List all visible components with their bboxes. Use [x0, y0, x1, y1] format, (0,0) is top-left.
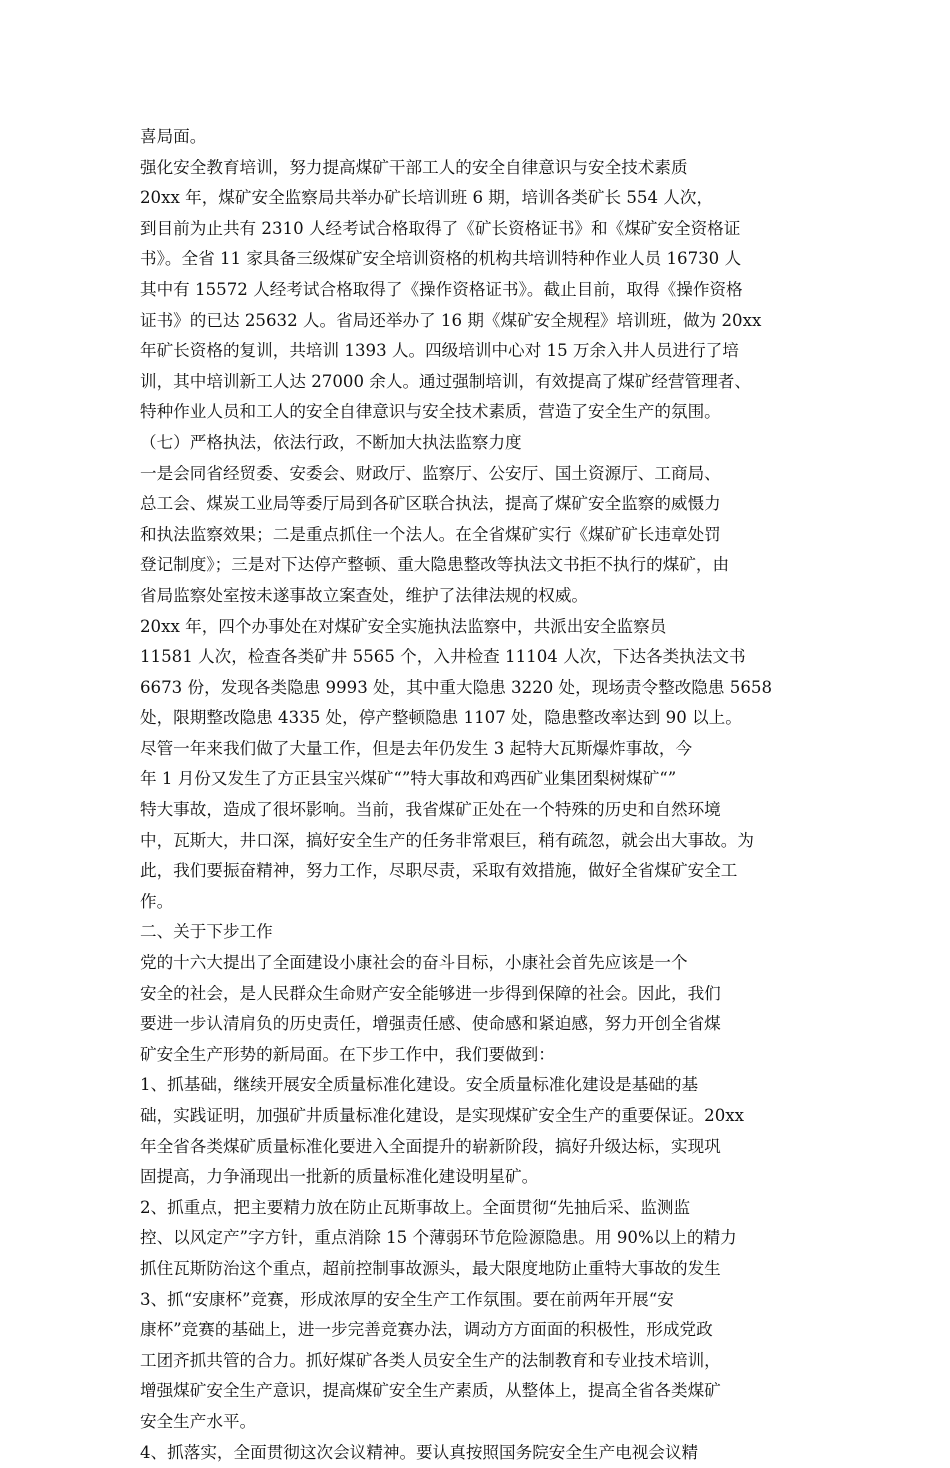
document-body [140, 122, 810, 1468]
paragraph-4: （七）严格执法，依法行政，不断加大执法监察力度 [140, 432, 522, 452]
paragraph-3: 20xx 年，煤矿安全监察局共举办矿长培训班 6 期，培训各类矿长 554 人次， 到目前为止共有 2310 人经考试合格取得了《矿长资格证书》和《煤矿安全资格证 书》。全省 11 家具备三级煤矿安全培训资格的机构共培训特种作业人员 16730 人 其中有 15572 人经考试合格取得了《操作资格证书》。截止目前，取得《操作资格 证书》的已达 25632 人。省局还举办了 16 期《煤矿安全规程》培训班，做为 20xx 年矿长资格的复训，共培训 1393 人。四级培训中心对 15 万余入井人员进行了培 训，其中培训新工人达 27000 余人。通过强制培训，有效提高了煤矿经营管理者、 特种作业人员和工人的安全自律意识与安全技术素质，营造了安全生产的氛围。 [140, 188, 762, 422]
paragraph-5: 一是会同省经贸委、安委会、财政厅、监察厅、公安厅、国土资源厅、工商局、 总工会、煤炭工业局等委厅局到各矿区联合执法，提高了煤矿安全监察的威慑力 和执法监察效果；二是重点抓住一个法人。在全省煤矿实行《煤矿矿长违章处罚 登记制度》；三是对下达停产整顿、重大隐患整改等执法文书拒不执行的煤矿，由 省局监察处室按未遂事故立案查处，维护了法律法规的权威。 [140, 463, 730, 605]
paragraph-9: 党的十六大提出了全面建设小康社会的奋斗目标，小康社会首先应该是一个 安全的社会，是人民群众生命财产安全能够进一步得到保障的社会。因此，我们 要进一步认清肩负的历史责任，增强责任感、使命感和紧迫感，努力开创全省煤 矿安全生产形势的新局面。在下步工作中，我们要做到： [140, 953, 721, 1064]
paragraph-10: 1、抓基础，继续开展安全质量标准化建设。安全质量标准化建设是基础的基 础，实践证明，加强矿井质量标准化建设，是实现煤矿安全生产的重要保证。20xx 年全省各类煤矿质量标准化要进入全面提升的崭新阶段，搞好升级达标，实现巩 固提高，力争涌现出一批新的质量标准化建设明星矿。 [140, 1075, 745, 1187]
paragraph-7: 尽管一年来我们做了大量工作，但是去年仍发生 3 起特大瓦斯爆炸事故，今 年 1 月份又发生了方正县宝兴煤矿“”特大事故和鸡西矿业集团梨树煤矿“” 特大事故，造成了很坏影响。当前，我省煤矿正处在一个特殊的历史和自然环境 中，瓦斯大，井口深，搞好安全生产的任务非常艰巨，稍有疏忽，就会出大事故。为 此，我们要振奋精神，努力工作，尽职尽责，采取有效措施，做好全省煤矿安全工 作。 [140, 738, 754, 911]
section-heading: 二、关于下步工作 [140, 922, 273, 942]
paragraph-13: 4、抓落实，全面贯彻这次会议精神。要认真按照国务院安全生产电视会议精 [140, 1442, 699, 1462]
paragraph-1: 喜局面。 [140, 127, 207, 146]
paragraph-6: 20xx 年，四个办事处在对煤矿安全实施执法监察中，共派出安全监察员 11581 人次，检查各类矿井 5565 个，入井检查 11104 人次，下达各类执法文书 6673 份，发现各类隐患 9993 处，其中重大隐患 3220 处，现场责令整改隐患 5658 处，限期整改隐患 4335 处，停产整顿隐患 1107 处，隐患整改率达到 90 以上。 [140, 616, 773, 728]
paragraph-2: 强化安全教育培训，努力提高煤矿干部工人的安全自律意识与安全技术素质 [140, 157, 688, 177]
paragraph-11: 2、抓重点，把主要精力放在防止瓦斯事故上。全面贯彻“先抽后采、监测监 控、以风定产”字方针，重点消除 15 个薄弱环节危险源隐患。用 90%以上的精力 抓住瓦斯防治这个重点，超前控制事故源头，最大限度地防止重特大事故的发生 [140, 1197, 737, 1278]
paragraph-12: 3、抓“安康杯”竞赛，形成浓厚的安全生产工作氛围。要在前两年开展“安 康杯”竞赛的基础上，进一步完善竞赛办法，调动方方面面的积极性，形成党政 工团齐抓共管的合力。抓好煤矿各类人员安全生产的法制教育和专业技术培训， 增强煤矿安全生产意识，提高煤矿安全生产素质，从整体上，提高全省各类煤矿 安全生产水平。 [140, 1289, 721, 1431]
